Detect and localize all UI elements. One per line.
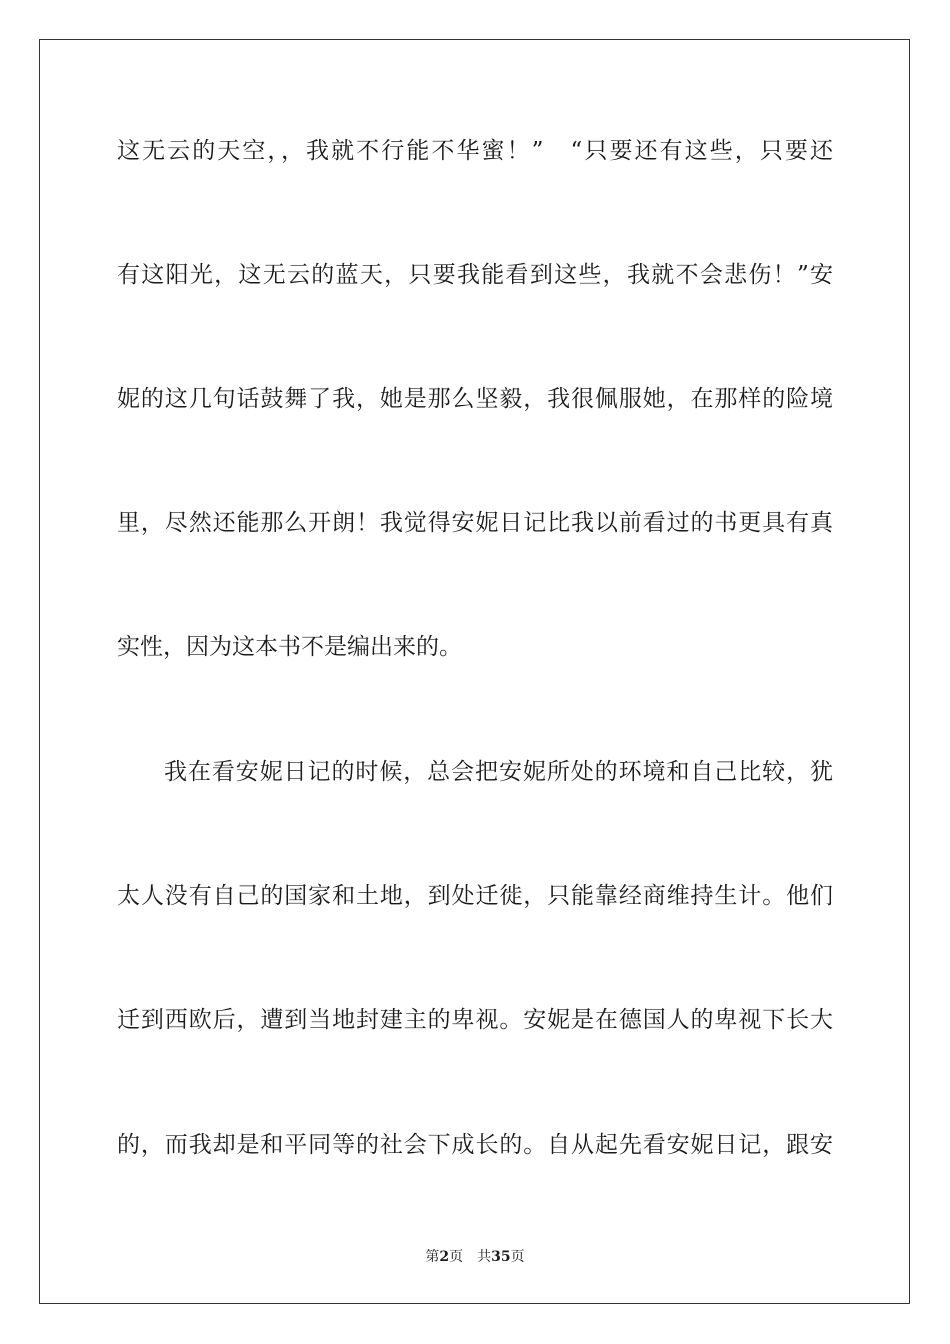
- page-total: 35: [491, 1249, 511, 1265]
- body-text-line: 妮的这几句话鼓舞了我，她是那么坚毅，我很佩服她，在那样的险境: [117, 386, 833, 412]
- body-text-line: 的，而我却是和平同等的社会下成长的。自从起先看安妮日记，跟安: [117, 1132, 833, 1158]
- page-suffix: 页: [449, 1249, 464, 1265]
- page-current: 2: [439, 1249, 450, 1265]
- paragraph-first-line: 我在看安妮日记的时候，总会把安妮所处的环境和自己比较，犹: [164, 759, 833, 785]
- body-text-line: 有这阳光，这无云的蓝天，只要我能看到这些，我就不会悲伤！”安: [117, 262, 833, 288]
- total-suffix: 页: [510, 1249, 525, 1265]
- page-border: [39, 39, 910, 1304]
- body-text-line: 里，尽然还能那么开朗！我觉得安妮日记比我以前看过的书更具有真: [117, 510, 833, 536]
- body-text-line: 这无云的天空，，我就不行能不华蜜！” “只要还有这些，只要还: [117, 138, 833, 164]
- page-footer: [0, 1248, 950, 1266]
- page-prefix: 第: [425, 1249, 440, 1265]
- body-text-line: 太人没有自己的国家和土地，到处迁徙，只能靠经商维持生计。他们: [117, 883, 833, 909]
- body-text-line: 迁到西欧后，遭到当地封建主的卑视。安妮是在德国人的卑视下长大: [117, 1007, 833, 1033]
- total-prefix: 共: [477, 1249, 492, 1265]
- body-text-line: 实性，因为这本书不是编出来的。: [117, 634, 462, 660]
